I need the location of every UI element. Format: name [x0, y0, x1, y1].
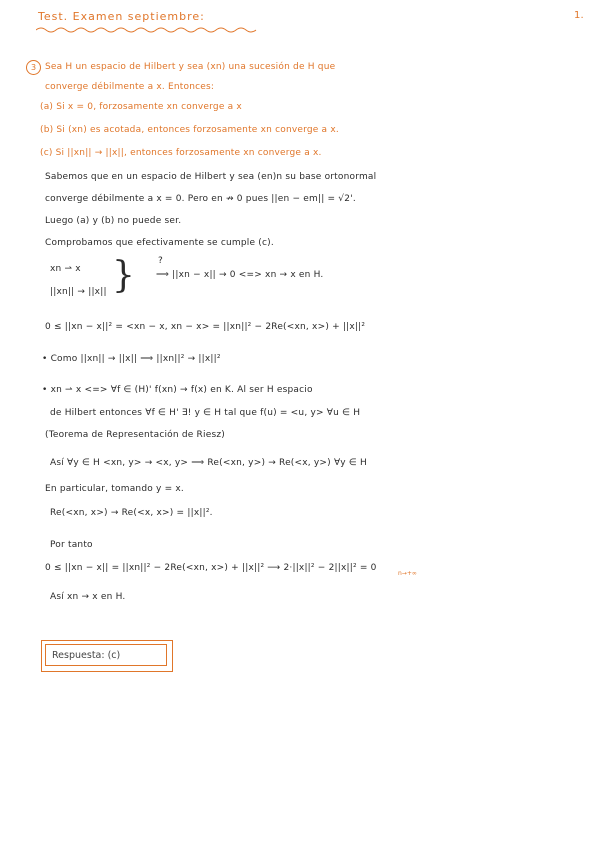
solution-line-4: Comprobamos que efectivamente se cumple (c). [45, 238, 274, 248]
page-number: 1. [574, 10, 584, 21]
problem-statement-line-1: Sea H un espacio de Hilbert y sea (xn) una sucesión de H que [45, 62, 336, 72]
equation-riesz-statement: de Hilbert entonces ∀f ∈ H' ∃! y ∈ H tal que f(u) = <u, y> ∀u ∈ H [50, 408, 361, 418]
option-a: (a) Si x = 0, forzosamente xn converge a x [40, 102, 242, 112]
hypothesis-weak-convergence: xn ⇀ x [50, 264, 81, 274]
solution-line-3: Luego (a) y (b) no puede ser. [45, 216, 182, 226]
question-mark: ? [158, 256, 163, 266]
equation-weak-definition: • xn ⇀ x <=> ∀f ∈ (H)' f(xn) → f(x) en K. Al ser H espacio [42, 385, 313, 395]
option-c: (c) Si ||xn|| → ||x||, entonces forzosamente xn converge a x. [40, 148, 322, 158]
equation-norm-expansion: 0 ≤ ||xn − x||² = <xn − x, xn − x> = ||xn||² − 2Re(<xn, x>) + ||x||² [45, 322, 366, 332]
solution-line-1: Sabemos que en un espacio de Hilbert y sea (en)n su base ortonormal [45, 172, 377, 182]
hypothesis-brace: } [112, 255, 135, 296]
problem-statement-line-2: converge débilmente a x. Entonces: [45, 82, 215, 92]
therefore-label: Por tanto [50, 540, 93, 550]
equation-real-part-limit: Re(<xn, x>) → Re(<x, x>) = ||x||². [50, 508, 213, 518]
page-title: Test. Examen septiembre: [38, 10, 205, 23]
particular-case: En particular, tomando y = x. [45, 484, 184, 494]
equation-inner-product-limit: Así ∀y ∈ H <xn, y> → <x, y> ⟹ Re(<xn, y>) → Re(<x, y>) ∀y ∈ H [50, 458, 367, 468]
problem-number: 3 [26, 60, 41, 75]
riesz-theorem-note: (Teorema de Representación de Riesz) [45, 430, 225, 440]
answer-box: Respuesta: (c) [45, 644, 167, 666]
hypothesis-norm-convergence: ||xn|| → ||x|| [50, 287, 107, 297]
claim-implication: ⟹ ||xn − x|| → 0 <=> xn → x en H. [156, 270, 324, 280]
equation-norm-squared: • Como ||xn|| → ||x|| ⟹ ||xn||² → ||x||² [42, 354, 221, 364]
conclusion: Así xn → x en H. [50, 592, 126, 602]
option-b: (b) Si (xn) es acotada, entonces forzosamente xn converge a x. [40, 125, 339, 135]
equation-final-limit: 0 ≤ ||xn − x|| = ||xn||² − 2Re(<xn, x>) + ||x||² ⟶ 2·||x||² − 2||x||² = 0 [45, 563, 377, 573]
solution-line-2: converge débilmente a x = 0. Pero en ↛ 0 pues ||en − em|| = √2'. [45, 194, 356, 204]
limit-subscript: n→+∞ [398, 570, 417, 577]
title-underline [36, 26, 260, 34]
